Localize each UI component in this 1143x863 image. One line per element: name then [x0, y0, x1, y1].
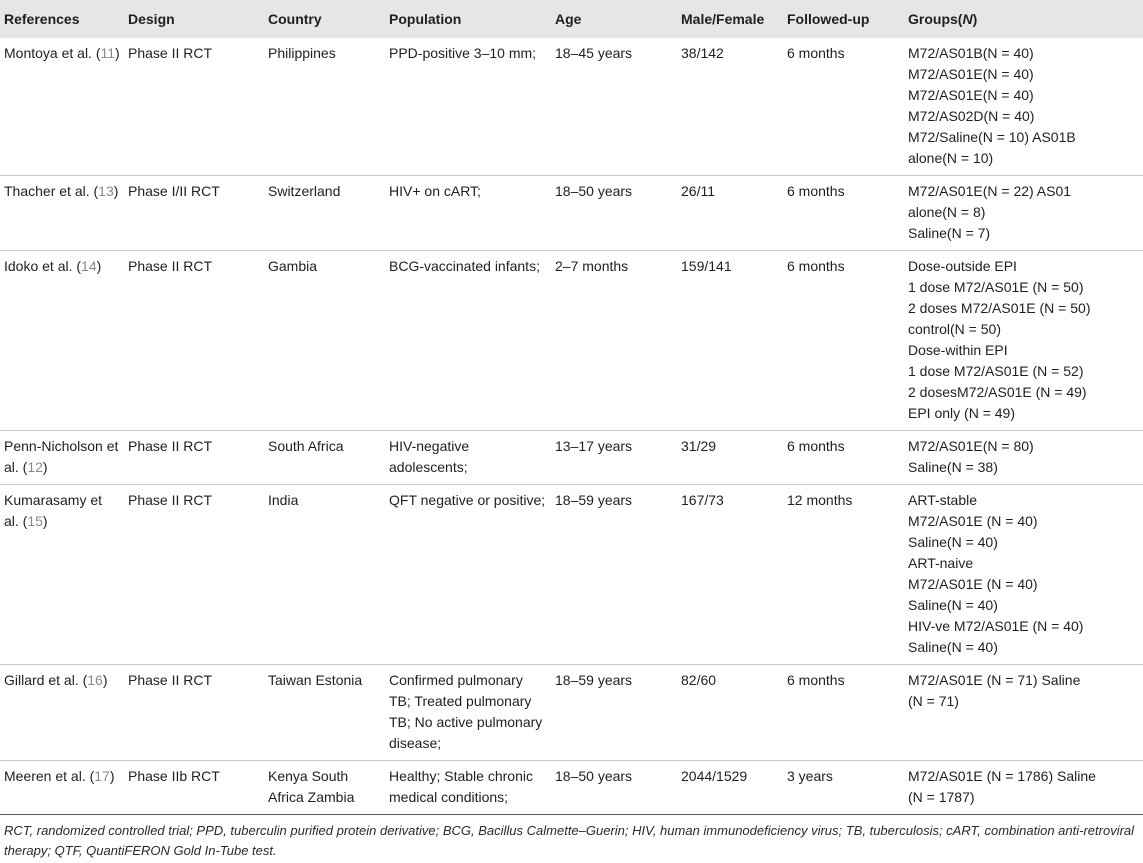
group-line: 2 dosesM72/AS01E (N = 49): [908, 384, 1087, 400]
cell-reference: [0, 665, 124, 761]
reference-text: Penn-Nicholson et al. (: [4, 438, 119, 475]
reference-link[interactable]: 12: [27, 459, 43, 475]
reference-link[interactable]: 14: [81, 258, 97, 274]
reference-close: ): [42, 513, 48, 529]
reference-close: ): [115, 45, 120, 61]
group-line: M72/AS01E(N = 80): [908, 438, 1034, 454]
reference-close: ): [109, 768, 115, 784]
table-row: [0, 431, 1143, 485]
reference-close: ): [42, 459, 48, 475]
reference-link[interactable]: 11: [100, 45, 116, 61]
group-line: Saline(N = 40): [908, 534, 998, 550]
cell-population: QFT negative or positive;: [389, 492, 546, 508]
group-line: alone(N = 8): [908, 204, 986, 220]
header-groups: [904, 0, 1143, 38]
header-country: Country: [268, 11, 322, 27]
cell-male-female: 26/11: [681, 183, 715, 199]
group-line: 1 dose M72/AS01E (N = 50): [908, 279, 1084, 295]
group-line: Saline(N = 40): [908, 597, 998, 613]
group-line: ART-naive: [908, 555, 974, 571]
reference-close: ): [102, 672, 108, 688]
group-line: ART-stable: [908, 492, 977, 508]
reference-link[interactable]: 15: [27, 513, 43, 529]
group-line: Saline(N = 38): [908, 459, 998, 475]
cell-reference: [0, 38, 124, 176]
reference-text: Meeren et al. (: [4, 768, 95, 784]
reference-text: Idoko et al. (: [4, 258, 82, 274]
reference-link[interactable]: 17: [94, 768, 110, 784]
cell-followed-up: 12 months: [787, 492, 853, 508]
cell-groups: [904, 431, 1143, 485]
header-groups-close: ): [972, 11, 978, 27]
cell-groups: [904, 176, 1143, 251]
reference-text: Kumarasamy et al. (: [4, 492, 103, 529]
reference-text: Gillard et al. (: [4, 672, 88, 688]
cell-followed-up: 6 months: [787, 258, 845, 274]
cell-male-female: 167/73: [681, 492, 724, 508]
group-line: Saline(N = 40): [908, 639, 998, 655]
group-line: M72/AS01E (N = 1786) Saline: [908, 768, 1096, 784]
cell-groups: [904, 761, 1143, 815]
group-line: M72/AS01E(N = 40): [908, 87, 1034, 103]
header-groups-n: N: [962, 11, 973, 27]
group-line: (N = 1787): [908, 789, 975, 805]
header-age: Age: [555, 11, 582, 27]
cell-design: Phase II RCT: [128, 258, 213, 274]
cell-age: 2–7 months: [555, 258, 629, 274]
cell-groups: [904, 251, 1143, 431]
cell-age: 18–59 years: [555, 492, 633, 508]
group-line: M72/AS01E(N = 22) AS01: [908, 183, 1072, 199]
header-references: References: [4, 11, 80, 27]
header-population: Population: [389, 11, 462, 27]
reference-text: Thacher et al. (: [4, 183, 99, 199]
cell-male-female: 159/141: [681, 258, 732, 274]
cell-country: India: [268, 492, 299, 508]
cell-population: HIV-negative adolescents;: [389, 438, 470, 475]
cell-population: HIV+ on cART;: [389, 183, 481, 199]
cell-design: Phase II RCT: [128, 438, 213, 454]
cell-country: Philippines: [268, 45, 336, 61]
cell-male-female: 38/142: [681, 45, 724, 61]
cell-age: 13–17 years: [555, 438, 633, 454]
cell-reference: [0, 251, 124, 431]
cell-groups: [904, 485, 1143, 665]
group-line: M72/AS01E (N = 40): [908, 576, 1038, 592]
table-footnote: RCT, randomized controlled trial; PPD, tuberculin purified protein derivative; BCG, Bacillus Calmette–Guerin; HIV, human immunodeficiency virus; TB, tuberculosis; cART, combination anti-retroviral therapy; QTF, QuantiFERON Gold In-Tube test.: [4, 823, 1135, 858]
cell-male-female: 82/60: [681, 672, 717, 688]
group-line: control(N = 50): [908, 321, 1001, 337]
cell-reference: [0, 176, 124, 251]
group-line: M72/AS01E (N = 71) Saline: [908, 672, 1081, 688]
cell-population: BCG-vaccinated infants;: [389, 258, 540, 274]
table-row: [0, 38, 1143, 176]
cell-groups: [904, 38, 1143, 176]
cell-design: Phase II RCT: [128, 492, 213, 508]
cell-followed-up: 6 months: [787, 183, 845, 199]
cell-age: 18–50 years: [555, 768, 633, 784]
group-line: M72/AS02D(N = 40): [908, 108, 1035, 124]
reference-close: ): [113, 183, 119, 199]
group-line: M72/AS01E (N = 40): [908, 513, 1038, 529]
group-line: Dose-outside EPI: [908, 258, 1017, 274]
cell-design: Phase I/II RCT: [128, 183, 220, 199]
table-row: [0, 485, 1143, 665]
group-line: 1 dose M72/AS01E (N = 52): [908, 363, 1084, 379]
group-line: HIV-ve M72/AS01E (N = 40): [908, 618, 1084, 634]
cell-age: 18–59 years: [555, 672, 633, 688]
cell-reference: [0, 431, 124, 485]
cell-country: Kenya South Africa Zambia: [268, 768, 355, 805]
header-followed-up: Followed-up: [787, 11, 870, 27]
cell-country: South Africa: [268, 438, 344, 454]
table-body: [0, 38, 1143, 815]
header-design: Design: [128, 11, 175, 27]
group-line: EPI only (N = 49): [908, 405, 1015, 421]
cell-country: Taiwan Estonia: [268, 672, 363, 688]
cell-male-female: 31/29: [681, 438, 717, 454]
reference-text: Montoya et al. (: [4, 45, 101, 61]
table-row: [0, 176, 1143, 251]
cell-population: Confirmed pulmonary TB; Treated pulmonary TB; No active pulmonary disease;: [389, 672, 543, 751]
cell-age: 18–50 years: [555, 183, 633, 199]
cell-age: 18–45 years: [555, 45, 633, 61]
cell-population: PPD-positive 3–10 mm;: [389, 45, 537, 61]
group-line: 2 doses M72/AS01E (N = 50): [908, 300, 1091, 316]
cell-country: Gambia: [268, 258, 318, 274]
cell-design: Phase II RCT: [128, 672, 213, 688]
group-line: alone(N = 10): [908, 150, 994, 166]
group-line: M72/Saline(N = 10) AS01B: [908, 129, 1076, 145]
cell-reference: [0, 485, 124, 665]
group-line: (N = 71): [908, 693, 959, 709]
table-row: [0, 665, 1143, 761]
cell-design: Phase IIb RCT: [128, 768, 220, 784]
cell-followed-up: 6 months: [787, 438, 845, 454]
header-groups-label: Groups(: [908, 11, 963, 27]
reference-link[interactable]: 13: [98, 183, 114, 199]
table-header: [0, 0, 1143, 38]
reference-link[interactable]: 16: [87, 672, 103, 688]
group-line: M72/AS01B(N = 40): [908, 45, 1034, 61]
cell-followed-up: 6 months: [787, 45, 845, 61]
group-line: Dose-within EPI: [908, 342, 1008, 358]
table-row: [0, 761, 1143, 815]
group-line: M72/AS01E(N = 40): [908, 66, 1034, 82]
cell-country: Switzerland: [268, 183, 341, 199]
cell-reference: [0, 761, 124, 815]
cell-groups: [904, 665, 1143, 761]
cell-followed-up: 3 years: [787, 768, 833, 784]
cell-design: Phase II RCT: [128, 45, 213, 61]
header-male-female: Male/Female: [681, 11, 765, 27]
reference-close: ): [96, 258, 102, 274]
cell-population: Healthy; Stable chronic medical conditions;: [389, 768, 533, 805]
group-line: Saline(N = 7): [908, 225, 991, 241]
cell-male-female: 2044/1529: [681, 768, 748, 784]
table-row: [0, 251, 1143, 431]
cell-followed-up: 6 months: [787, 672, 845, 688]
